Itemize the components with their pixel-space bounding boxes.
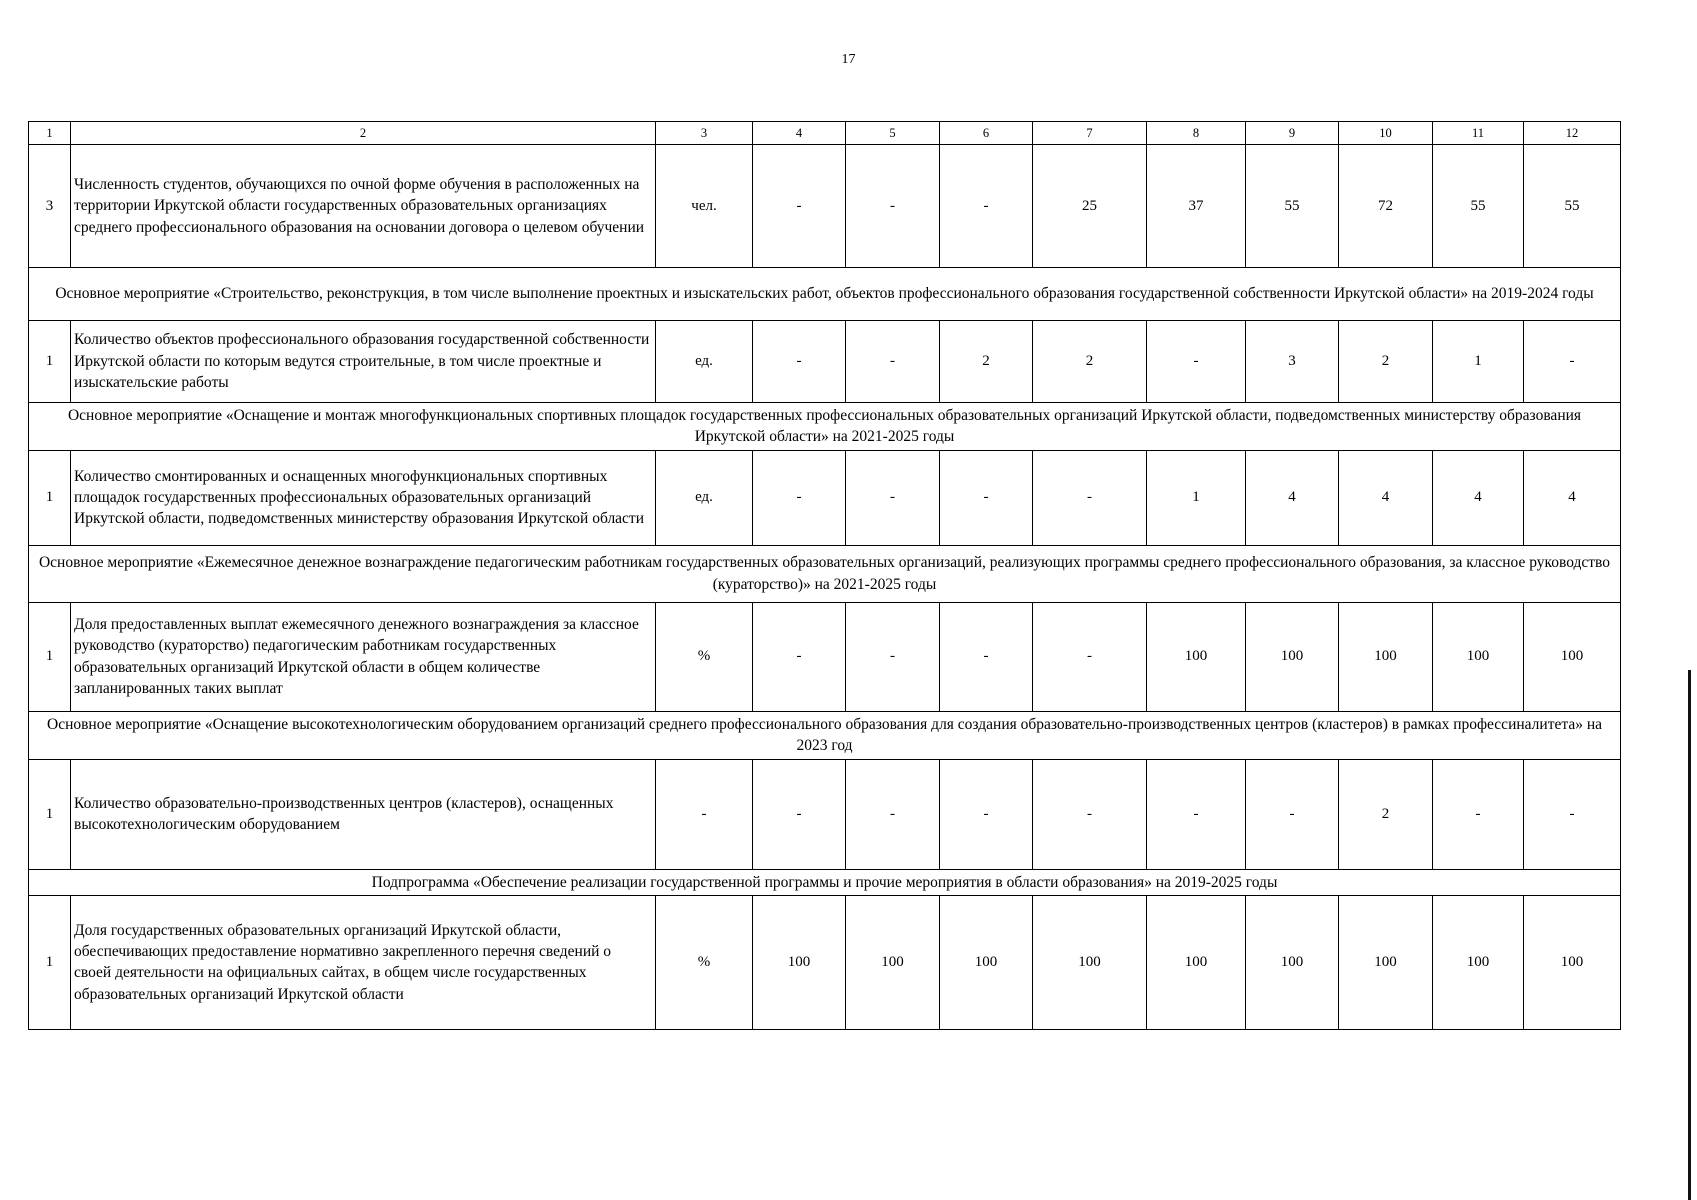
section-heading: Подпрограмма «Обеспечение реализации государственной программы и прочие мероприятия в области образования» на 2019-2025 годы [29,869,1621,895]
row-number: 1 [29,895,71,1029]
indicator-value: - [940,145,1033,268]
column-number: 6 [940,122,1033,145]
column-number: 2 [71,122,656,145]
indicator-value: 100 [1339,602,1433,711]
section-heading-row [29,869,1621,895]
indicator-value: - [1033,450,1147,545]
indicator-value: 4 [1339,450,1433,545]
indicator-row [29,450,1621,545]
column-number: 3 [656,122,753,145]
indicators-table [28,121,1621,1030]
indicator-value: - [1524,759,1621,869]
scan-edge-mark [1688,670,1691,1200]
column-number: 8 [1147,122,1246,145]
indicator-value: 100 [846,895,940,1029]
unit-of-measure: % [656,602,753,711]
indicator-value: 100 [1033,895,1147,1029]
indicator-value: 100 [1246,602,1339,711]
column-number: 9 [1246,122,1339,145]
unit-of-measure: % [656,895,753,1029]
indicator-value: - [846,759,940,869]
page-number: 17 [841,52,856,67]
section-heading: Основное мероприятие «Оснащение и монтаж многофункциональных спортивных площадок государственных профессиональных образовательных организаций Иркутской области, подведомственных министерству образования Иркутской области» на 2021-2025 годы [29,403,1621,451]
row-number: 1 [29,759,71,869]
column-number: 1 [29,122,71,145]
unit-of-measure: - [656,759,753,869]
column-number: 4 [753,122,846,145]
section-heading-row [29,268,1621,321]
table-body [29,122,1621,1030]
section-heading-row [29,711,1621,759]
indicator-value: 55 [1246,145,1339,268]
indicator-value: 72 [1339,145,1433,268]
section-heading: Основное мероприятие «Оснащение высокотехнологическим оборудованием организаций среднего профессионального образования для создания образовательно-производственных центров (кластеров) в рамках профессиналитета» на 2023 год [29,711,1621,759]
indicator-value: - [753,145,846,268]
indicator-value: 2 [1033,321,1147,403]
indicator-description: Доля предоставленных выплат ежемесячного денежного вознаграждения за классное руководство (кураторство) педагогическим работникам государственных образовательных организаций Иркутской области в общем количестве запланированных таких выплат [71,602,656,711]
column-number: 5 [846,122,940,145]
row-number: 3 [29,145,71,268]
indicator-value: 3 [1246,321,1339,403]
indicator-value: - [753,450,846,545]
indicator-value: - [1433,759,1524,869]
indicator-description: Количество смонтированных и оснащенных многофункциональных спортивных площадок государственных профессиональных образовательных организаций Иркутской области, подведомственных министерству образования Иркутской области [71,450,656,545]
indicator-description: Доля государственных образовательных организаций Иркутской области, обеспечивающих предоставление нормативно закрепленного перечня сведений о своей деятельности на официальных сайтах, в общем числе государственных образовательных организаций Иркутской области [71,895,656,1029]
section-heading-row [29,403,1621,451]
indicator-value: 100 [1147,602,1246,711]
indicator-value: 2 [1339,321,1433,403]
indicator-value: 100 [1524,895,1621,1029]
unit-of-measure: ед. [656,321,753,403]
indicator-value: 25 [1033,145,1147,268]
indicator-row [29,321,1621,403]
indicator-value: - [846,450,940,545]
indicator-value: - [940,602,1033,711]
unit-of-measure: чел. [656,145,753,268]
indicator-value: - [940,450,1033,545]
section-heading: Основное мероприятие «Ежемесячное денежное вознаграждение педагогическим работникам государственных образовательных организаций, реализующих программы среднего профессионального образования, за классное руководство (кураторство)» на 2021-2025 годы [29,545,1621,602]
indicator-value: 100 [1339,895,1433,1029]
column-number: 10 [1339,122,1433,145]
indicator-value: 4 [1524,450,1621,545]
indicator-value: - [753,602,846,711]
indicator-value: 1 [1147,450,1246,545]
row-number: 1 [29,602,71,711]
indicator-value: - [846,602,940,711]
column-number: 12 [1524,122,1621,145]
indicator-value: 100 [940,895,1033,1029]
indicator-value: - [1246,759,1339,869]
section-heading-row [29,545,1621,602]
indicator-value: 1 [1433,321,1524,403]
column-number: 7 [1033,122,1147,145]
indicator-value: 100 [1524,602,1621,711]
indicator-value: - [753,321,846,403]
column-number: 11 [1433,122,1524,145]
indicator-value: 100 [1147,895,1246,1029]
indicator-row [29,602,1621,711]
row-number: 1 [29,450,71,545]
indicator-value: - [846,145,940,268]
unit-of-measure: ед. [656,450,753,545]
indicator-value: - [1033,602,1147,711]
indicator-value: - [753,759,846,869]
indicator-description: Численность студентов, обучающихся по очной форме обучения в расположенных на территории Иркутской области государственных образовательных организациях среднего профессионального образования на основании договора о целевом обучении [71,145,656,268]
indicator-value: - [1033,759,1147,869]
indicator-value: 100 [1246,895,1339,1029]
indicator-value: 4 [1433,450,1524,545]
indicator-value: 37 [1147,145,1246,268]
indicator-description: Количество объектов профессионального образования государственной собственности Иркутской области по которым ведутся строительные, в том числе проектные и изыскательские работы [71,321,656,403]
indicator-value: - [846,321,940,403]
indicator-value: 100 [753,895,846,1029]
indicator-value: 100 [1433,602,1524,711]
indicator-value: 4 [1246,450,1339,545]
indicator-value: - [940,759,1033,869]
indicator-value: 55 [1524,145,1621,268]
indicator-value: 2 [1339,759,1433,869]
indicator-value: - [1147,759,1246,869]
indicator-row [29,895,1621,1029]
indicator-value: 2 [940,321,1033,403]
indicator-value: 55 [1433,145,1524,268]
indicator-description: Количество образовательно-производственных центров (кластеров), оснащенных высокотехнологическим оборудованием [71,759,656,869]
column-number-row [29,122,1621,145]
indicator-value: 100 [1433,895,1524,1029]
indicator-value: - [1524,321,1621,403]
indicator-row [29,759,1621,869]
section-heading: Основное мероприятие «Строительство, реконструкция, в том числе выполнение проектных и изыскательских работ, объектов профессионального образования государственной собственности Иркутской области» на 2019-2024 годы [29,268,1621,321]
indicator-value: - [1147,321,1246,403]
indicator-row [29,145,1621,268]
row-number: 1 [29,321,71,403]
